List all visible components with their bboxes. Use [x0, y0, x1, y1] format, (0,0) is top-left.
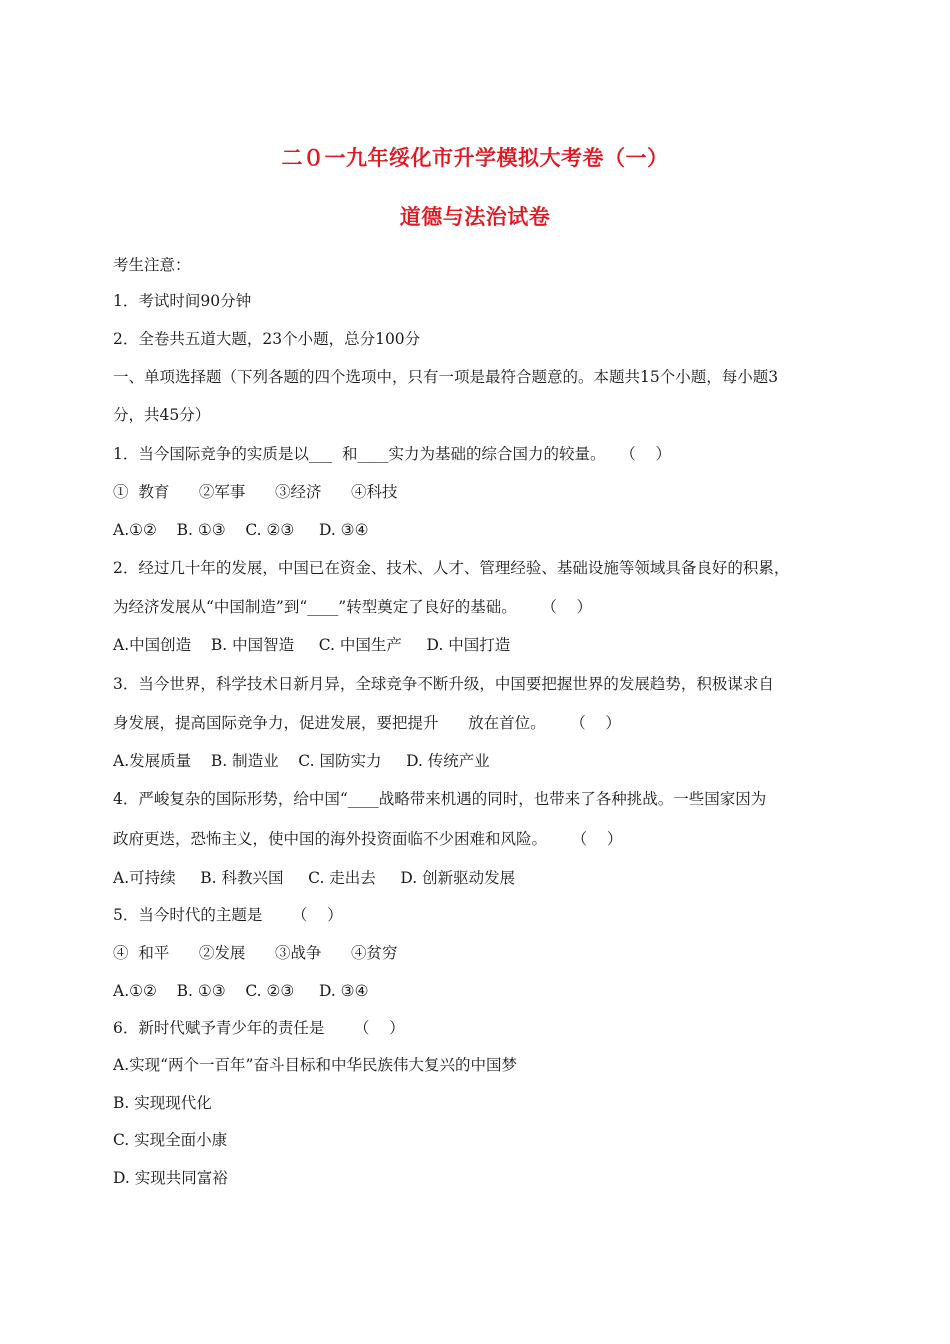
- question-6-option-d: D. 实现共同富裕: [113, 1169, 228, 1187]
- exam-subtitle: 道德与法治试卷: [399, 204, 551, 229]
- section-title: 一、单项选择题（下列各题的四个选项中，只有一项是最符合题意的。本题共15个小题，每小题3: [113, 368, 779, 386]
- question-2-stem-cont: 为经济发展从“中国制造”到“____”转型奠定了良好的基础。 （ ）: [113, 598, 593, 616]
- question-1-stem: 1．当今国际竞争的实质是以___ 和____实力为基础的综合国力的较量。 （ ）: [113, 445, 671, 463]
- exam-title: 二０一九年绥化市升学模拟大考卷（一）: [281, 145, 669, 170]
- question-6-option-c: C. 实现全面小康: [113, 1131, 228, 1149]
- question-4-stem-cont: 政府更迭，恐怖主义，使中国的海外投资面临不少困难和风险。 （ ）: [113, 830, 623, 848]
- question-4-options: A.可持续 B. 科教兴国 C. 走出去 D. 创新驱动发展: [113, 869, 516, 887]
- question-3-options: A.发展质量 B. 制造业 C. 国防实力 D. 传统产业: [113, 752, 490, 770]
- notice-item: 2．全卷共五道大题，23个小题，总分100分: [113, 330, 421, 348]
- question-6-option-b: B. 实现现代化: [113, 1094, 212, 1112]
- question-5-items: ④ 和平 ②发展 ③战争 ④贫穷: [113, 944, 398, 962]
- section-title-cont: 分，共45分）: [113, 406, 211, 424]
- question-1-items: ① 教育 ②军事 ③经济 ④科技: [113, 483, 398, 501]
- notice-item: 1．考试时间90分钟: [113, 292, 252, 310]
- question-6-stem: 6．新时代赋予青少年的责任是 （ ）: [113, 1019, 405, 1037]
- question-6-option-a: A.实现“两个一百年”奋斗目标和中华民族伟大复兴的中国梦: [113, 1056, 517, 1074]
- question-3-stem: 3．当今世界，科学技术日新月异，全球竞争不断升级，中国要把握世界的发展趋势，积极谋求自: [113, 675, 774, 693]
- question-5-stem: 5．当今时代的主题是 （ ）: [113, 906, 343, 924]
- question-5-options: A.①② B. ①③ C. ②③ D. ③④: [113, 982, 369, 1000]
- question-4-stem: 4．严峻复杂的国际形势，给中国“____战略带来机遇的同时，也带来了各种挑战。一些国家因为: [113, 790, 767, 808]
- notice-heading: 考生注意：: [113, 256, 191, 274]
- question-3-stem-cont: 身发展，提高国际竞争力，促进发展，要把提升 放在首位。 （ ）: [113, 714, 621, 732]
- question-1-options: A.①② B. ①③ C. ②③ D. ③④: [113, 521, 369, 539]
- question-2-stem: 2．经过几十年的发展，中国已在资金、技术、人才、管理经验、基础设施等领域具备良好的积累，: [113, 559, 790, 577]
- question-2-options: A.中国创造 B. 中国智造 C. 中国生产 D. 中国打造: [113, 636, 511, 654]
